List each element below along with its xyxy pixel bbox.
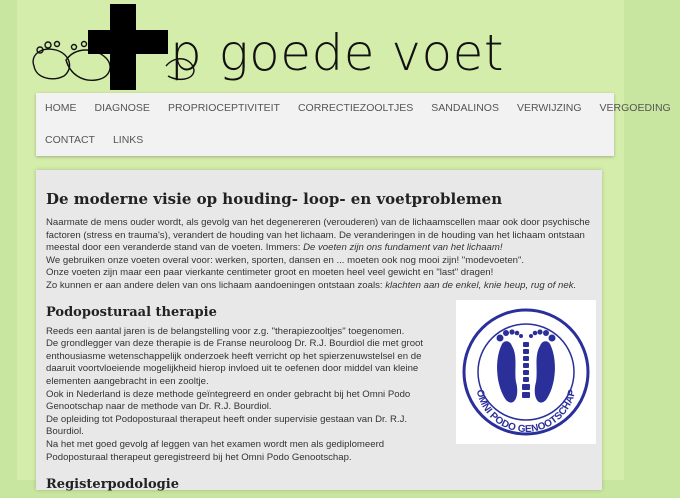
nav-row-1 bbox=[36, 93, 680, 124]
podo-paragraph-1: Reeds een aantal jaren is de belangstelling voor z.g. "therapiezooltjes" toegenomen. bbox=[46, 325, 405, 337]
site-title: p goede voet bbox=[170, 24, 504, 82]
intro-paragraph-4: Zo kunnen er aan andere delen van ons lichaam aandoeningen ontstaan zoals: klachten aan de enkel, knie heup, rug of nek. bbox=[46, 279, 577, 291]
podo-paragraph-4: De opleiding tot Podoposturaal therapeut heeft onder supervisie gestaan van Dr. R.J. Bourdiol. bbox=[46, 413, 408, 438]
intro-heading: De moderne visie op houding- loop- en voetproblemen bbox=[46, 190, 503, 208]
nav-item-contact[interactable]: CONTACT bbox=[45, 134, 95, 146]
badge-text: OMNI PODO GENOOTSCHAP bbox=[473, 388, 579, 436]
podo-paragraph-5: Na het met goed gevolg af leggen van het examen wordt men als gediplomeerd Podoposturaal therapeut geregistreerd bij het Omni Podo Genootschap. bbox=[46, 438, 385, 463]
register-heading: Registerpodologie bbox=[46, 477, 179, 493]
podo-paragraph-3: Ook in Nederland is deze methode geïntegreerd en onder gebracht bij het Omni Podo Genootschap naar de methode van Dr. R.J. Bourdiol. bbox=[46, 388, 411, 413]
nav-item-correctiezooltjes[interactable]: CORRECTIEZOOLTJES bbox=[297, 102, 414, 114]
nav-row-2 bbox=[36, 125, 152, 156]
nav-item-vergoeding[interactable]: VERGOEDING bbox=[599, 102, 671, 114]
podo-paragraph-2: De grondlegger van deze therapie is de Franse neuroloog Dr. R.J. Bourdiol die met groot enthousiasme wetenschappelijk onderzoek heeft verricht op het spierzenuwstelsel en de daaruit voortvloeiende mogelijkheid hierop invloed uit te oefenen door middel van kleine elementen aangebracht in een zooltje. bbox=[46, 338, 424, 387]
footprints-badge-icon bbox=[456, 300, 596, 444]
podo-section bbox=[46, 305, 426, 493]
cross-bar-icon bbox=[88, 30, 168, 54]
content-inner bbox=[46, 178, 594, 498]
nav-item-home[interactable]: HOME bbox=[45, 102, 77, 114]
nav-item-links[interactable]: LINKS bbox=[112, 134, 144, 146]
nav-item-diagnose[interactable]: DIAGNOSE bbox=[94, 102, 150, 114]
nav-item-verwijzing[interactable]: VERWIJZING bbox=[516, 102, 582, 114]
nav-item-sandalinos[interactable]: SANDALINOS bbox=[431, 102, 499, 114]
intro-paragraph-1: Naarmate de mens ouder wordt, als gevolg van het degenereren (verouderen) van de lichaamscellen maar ook door psychische factoren (stress en trauma's), verandert de houding van het lichaam. De veranderingen in de houding van het lichaam ontstaan meestal door een veranderde stand van de voeten. Immers: De voeten zijn ons fundament van het lichaam! bbox=[46, 217, 590, 254]
nav-item-proprioceptiviteit[interactable]: PROPRIOCEPTIVITEIT bbox=[167, 102, 280, 114]
content-panel bbox=[36, 170, 602, 493]
intro-paragraph-3: Onze voeten zijn maar een paar vierkante centimeter groot en moeten heel veel gewicht en "last" dragen! bbox=[46, 267, 494, 279]
intro-paragraph-2: We gebruiken onze voeten overal voor: werken, sporten, dansen en ... moeten ook nog mooi zijn! "modevoeten". bbox=[46, 254, 525, 266]
podo-heading: Podoposturaal therapie bbox=[46, 304, 217, 320]
omni-podo-badge bbox=[456, 300, 596, 444]
main-navigation bbox=[36, 93, 671, 156]
